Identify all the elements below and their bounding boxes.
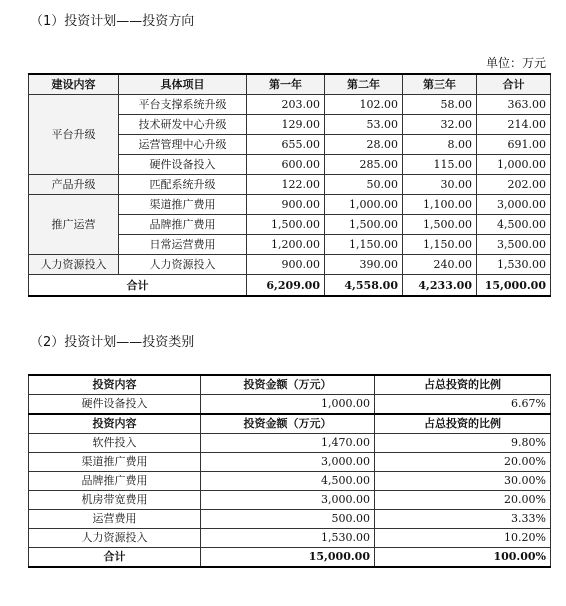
investment-direction-table: [28, 73, 551, 297]
value-cell: 1,530.00: [477, 255, 551, 275]
percent-cell: 3.33%: [375, 510, 551, 529]
header-cell: 投资内容: [29, 375, 201, 395]
header-cell: 投资金额（万元）: [201, 414, 375, 434]
value-cell: 900.00: [247, 195, 325, 215]
value-cell: 129.00: [247, 115, 325, 135]
total-row: [29, 548, 551, 568]
item-cell: 品牌推广费用: [29, 472, 201, 491]
total-value: 100.00%: [375, 548, 551, 568]
table-row: [29, 175, 551, 195]
table-row: [29, 529, 551, 548]
value-cell: 363.00: [477, 95, 551, 115]
header-cell: 第三年: [403, 74, 477, 95]
value-cell: 1,500.00: [325, 215, 403, 235]
value-cell: 1,500.00: [403, 215, 477, 235]
table-row: [29, 510, 551, 529]
header-cell: 占总投资的比例: [375, 375, 551, 395]
total-row: [29, 275, 551, 297]
value-cell: 32.00: [403, 115, 477, 135]
total-value: 4,558.00: [325, 275, 403, 297]
table-header-row: [29, 375, 551, 395]
item-cell: 软件投入: [29, 434, 201, 453]
value-cell: 655.00: [247, 135, 325, 155]
total-value: 15,000.00: [201, 548, 375, 568]
percent-cell: 30.00%: [375, 472, 551, 491]
value-cell: 390.00: [325, 255, 403, 275]
value-cell: 214.00: [477, 115, 551, 135]
percent-cell: 20.00%: [375, 453, 551, 472]
table-row: [29, 472, 551, 491]
item-cell: 匹配系统升级: [119, 175, 247, 195]
amount-cell: 1,530.00: [201, 529, 375, 548]
amount-cell: 500.00: [201, 510, 375, 529]
amount-cell: 3,000.00: [201, 491, 375, 510]
group-cell: 推广运营: [29, 195, 119, 255]
total-value: 15,000.00: [477, 275, 551, 297]
item-cell: 人力资源投入: [119, 255, 247, 275]
amount-cell: 1,470.00: [201, 434, 375, 453]
table-row: [29, 195, 551, 215]
value-cell: 285.00: [325, 155, 403, 175]
table-row: [29, 453, 551, 472]
percent-cell: 20.00%: [375, 491, 551, 510]
value-cell: 102.00: [325, 95, 403, 115]
value-cell: 4,500.00: [477, 215, 551, 235]
header-cell: 投资金额（万元）: [201, 375, 375, 395]
value-cell: 691.00: [477, 135, 551, 155]
total-value: 6,209.00: [247, 275, 325, 297]
value-cell: 115.00: [403, 155, 477, 175]
total-value: 4,233.00: [403, 275, 477, 297]
header-cell: 占总投资的比例: [375, 414, 551, 434]
item-cell: 硬件设备投入: [29, 395, 201, 415]
value-cell: 28.00: [325, 135, 403, 155]
value-cell: 3,500.00: [477, 235, 551, 255]
value-cell: 58.00: [403, 95, 477, 115]
value-cell: 600.00: [247, 155, 325, 175]
header-cell: 投资内容: [29, 414, 201, 434]
item-cell: 渠道推广费用: [29, 453, 201, 472]
value-cell: 1,200.00: [247, 235, 325, 255]
group-cell: 产品升级: [29, 175, 119, 195]
value-cell: 1,150.00: [325, 235, 403, 255]
table-row: [29, 255, 551, 275]
value-cell: 8.00: [403, 135, 477, 155]
table-header-row: [29, 74, 551, 95]
unit-label: 单位：万元: [485, 56, 546, 70]
item-cell: 技术研发中心升级: [119, 115, 247, 135]
section1-title: （1）投资计划——投资方向: [30, 14, 195, 29]
header-cell: 具体项目: [119, 74, 247, 95]
value-cell: 1,150.00: [403, 235, 477, 255]
item-cell: 运营费用: [29, 510, 201, 529]
amount-cell: 3,000.00: [201, 453, 375, 472]
amount-cell: 4,500.00: [201, 472, 375, 491]
value-cell: 3,000.00: [477, 195, 551, 215]
item-cell: 机房带宽费用: [29, 491, 201, 510]
value-cell: 1,000.00: [325, 195, 403, 215]
table-header-row: [29, 414, 551, 434]
percent-cell: 6.67%: [375, 395, 551, 415]
investment-category-table: [28, 374, 551, 568]
value-cell: 50.00: [325, 175, 403, 195]
value-cell: 1,000.00: [477, 155, 551, 175]
item-cell: 硬件设备投入: [119, 155, 247, 175]
value-cell: 240.00: [403, 255, 477, 275]
item-cell: 人力资源投入: [29, 529, 201, 548]
total-label: 合计: [29, 548, 201, 568]
header-cell: 建设内容: [29, 74, 119, 95]
value-cell: 202.00: [477, 175, 551, 195]
item-cell: 日常运营费用: [119, 235, 247, 255]
value-cell: 1,500.00: [247, 215, 325, 235]
value-cell: 30.00: [403, 175, 477, 195]
group-cell: 平台升级: [29, 95, 119, 175]
header-cell: 第二年: [325, 74, 403, 95]
value-cell: 900.00: [247, 255, 325, 275]
value-cell: 53.00: [325, 115, 403, 135]
item-cell: 品牌推广费用: [119, 215, 247, 235]
value-cell: 1,100.00: [403, 195, 477, 215]
section2-title: （2）投资计划——投资类别: [30, 335, 195, 350]
value-cell: 122.00: [247, 175, 325, 195]
item-cell: 渠道推广费用: [119, 195, 247, 215]
item-cell: 平台支撑系统升级: [119, 95, 247, 115]
percent-cell: 10.20%: [375, 529, 551, 548]
item-cell: 运营管理中心升级: [119, 135, 247, 155]
group-cell: 人力资源投入: [29, 255, 119, 275]
percent-cell: 9.80%: [375, 434, 551, 453]
total-label: 合计: [29, 275, 247, 297]
header-cell: 第一年: [247, 74, 325, 95]
amount-cell: 1,000.00: [201, 395, 375, 415]
table-row: [29, 95, 551, 115]
table-row: [29, 434, 551, 453]
table-row: [29, 491, 551, 510]
table-row: [29, 395, 551, 415]
header-cell: 合计: [477, 74, 551, 95]
value-cell: 203.00: [247, 95, 325, 115]
